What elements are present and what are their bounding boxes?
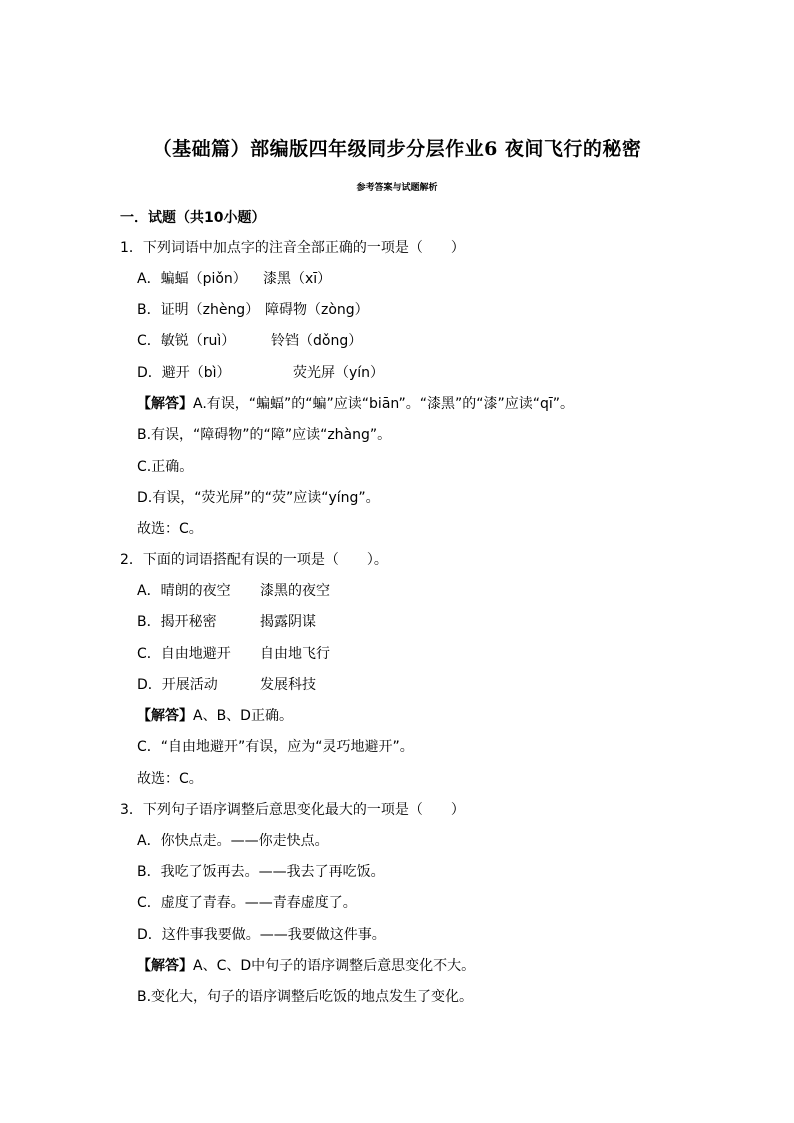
option-word-2: 铃铛（dǒng） — [271, 333, 363, 349]
question-2-answer-line-3: 故选：C。 — [137, 771, 203, 787]
page-title: （基础篇）部编版四年级同步分层作业6 夜间飞行的秘密 — [152, 138, 642, 160]
question-2-stem: 2．下面的词语搭配有误的一项是（ ）。 — [120, 552, 388, 568]
question-3-option-b: B．我吃了饭再去。——我去了再吃饭。 — [137, 864, 385, 880]
question-1-answer-line-2: B.有误，“障碍物”的“障”应读“zhàng”。 — [137, 427, 392, 443]
option-word-1: B．证明（zhèng） — [137, 302, 260, 318]
option-word-1: A．晴朗的夜空 — [137, 583, 231, 599]
question-1-option-d — [137, 364, 385, 382]
answer-tag: 【解答】 — [137, 958, 193, 974]
option-word-2: 漆黑（xī） — [263, 271, 332, 287]
question-1-answer-line-3: C.正确。 — [137, 459, 194, 475]
option-word-1: A．蝙蝠（piǒn） — [137, 271, 247, 287]
question-2-option-d — [137, 676, 316, 694]
question-3-answer-line-2: B.变化大，句子的语序调整后吃饭的地点发生了变化。 — [137, 989, 474, 1005]
option-word-1: D．避开（bì） — [137, 365, 231, 381]
option-word-2: 漆黑的夜空 — [260, 583, 330, 599]
answer-text: A、B、D正确。 — [193, 708, 293, 724]
question-2-option-a — [137, 582, 330, 600]
question-2-answer-line-1 — [137, 707, 293, 725]
option-word-2: 障碍物（zòng） — [265, 302, 369, 318]
option-word-1: B．揭开秘密 — [137, 614, 217, 630]
question-2-option-c — [137, 645, 330, 663]
option-word-2: 自由地飞行 — [260, 646, 330, 662]
question-3-option-a: A．你快点走。——你走快点。 — [137, 833, 329, 849]
answer-tag: 【解答】 — [137, 396, 193, 412]
question-1-stem: 1．下列词语中加点字的注音全部正确的一项是（ ） — [120, 240, 465, 256]
question-3-option-c: C．虚度了青春。——青春虚度了。 — [137, 895, 357, 911]
option-word-2: 发展科技 — [260, 677, 316, 693]
question-3-answer-line-1 — [137, 957, 475, 975]
answer-text: A、C、D中句子的语序调整后意思变化不大。 — [193, 958, 476, 974]
question-2-answer-line-2: C．“自由地避开”有误，应为“灵巧地避开”。 — [137, 739, 414, 755]
option-word-2: 荧光屏（yín） — [293, 365, 385, 381]
question-2-option-b — [137, 613, 316, 631]
page-subtitle: 参考答案与试题解析 — [356, 183, 438, 193]
option-word-2: 揭露阴谋 — [260, 614, 316, 630]
option-word-1: C．自由地避开 — [137, 646, 231, 662]
question-1-option-b — [137, 301, 369, 319]
question-1-option-c — [137, 332, 363, 350]
question-1-answer-line-1 — [137, 395, 574, 413]
question-1-answer-line-5: 故选：C。 — [137, 521, 203, 537]
question-1-option-a — [137, 270, 332, 288]
option-word-1: C．敏锐（ruì） — [137, 333, 236, 349]
answer-text: A.有误，“蝙蝠”的“蝙”应读“biān”。“漆黑”的“漆”应读“qī”。 — [193, 396, 575, 412]
option-word-1: D．开展活动 — [137, 677, 218, 693]
answer-tag: 【解答】 — [137, 708, 193, 724]
question-3-stem: 3．下列句子语序调整后意思变化最大的一项是（ ） — [120, 802, 465, 818]
question-3-option-d: D．这件事我要做。——我要做这件事。 — [137, 927, 386, 943]
section-heading: 一．试题（共10小题） — [120, 210, 266, 226]
question-1-answer-line-4: D.有误，“荧光屏”的“荧”应读“yíng”。 — [137, 490, 380, 506]
